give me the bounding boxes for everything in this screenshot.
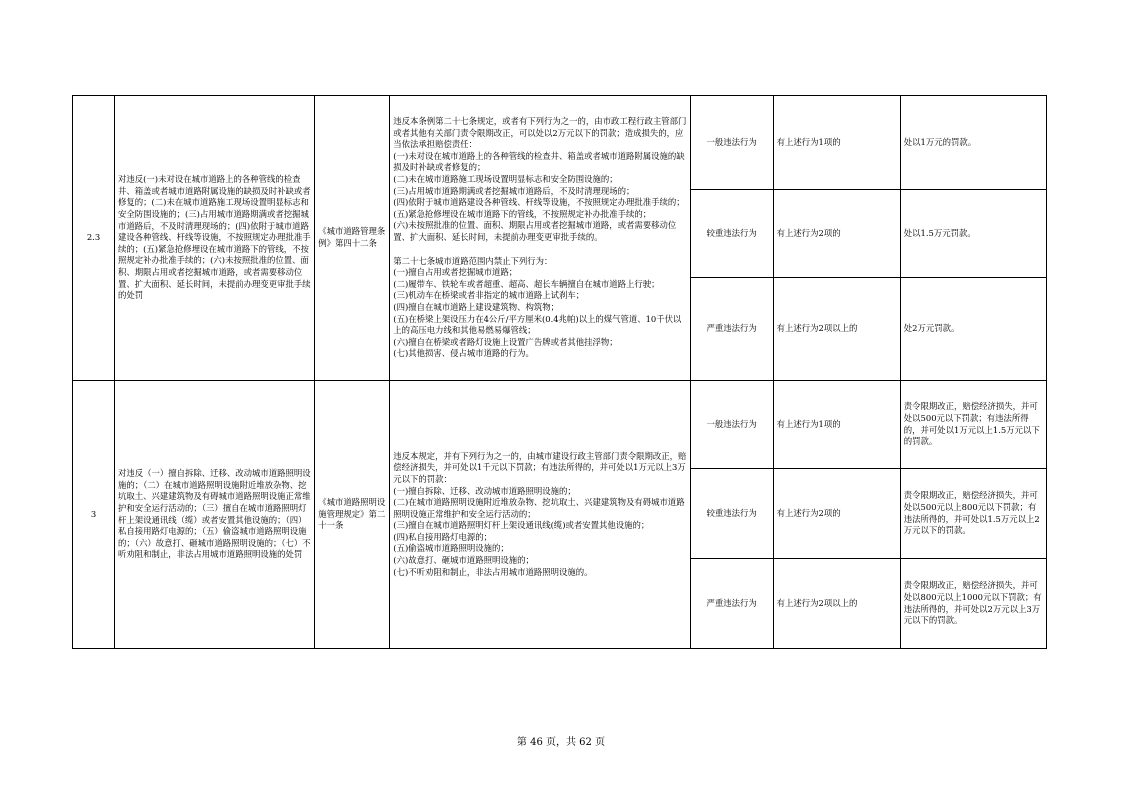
violation-level: 较重违法行为 — [690, 190, 773, 278]
violation-level: 严重违法行为 — [690, 278, 773, 381]
violation-condition: 有上述行为2项的 — [773, 469, 900, 559]
provision-paragraph: 违反本条例第二十七条规定，或者有下列行为之一的，由市政工程行政主管部门或者其他有关部门责令限期改正，可以处以2万元以下的罚款；造成损失的，应当依法承担赔偿责任： (一)未对设在城市道路上的各种管线的检查井、箱盖或者城市道路附属设施的缺损及时补缺或者修复的； (二)未在城市道路施工现场设置明显标志和安全防围设施的； (三)占用城市道路期满或者挖掘城市道路后，不及时清理现场的； (四)依附于城市道路建设各种管线、杆线等设施，不按照规定办理批准手续的； (五)紧急抢修埋设在城市道路下的管线，不按照规定补办批准手续的； (六)未按照批准的位置、面积、期限占用或者挖掘城市道路，或者需要移动位置、扩大面积、延长时间，未提前办理变更审批手续的。 — [393, 116, 687, 242]
penalty-standard: 责令限期改正，赔偿经济损失，并可处以500元以下罚款；有违法所得的，并可处以1万元以上1.5万元以下的罚款。 — [900, 381, 1046, 469]
item-number: 3 — [73, 381, 115, 649]
penalty-standard: 处以1万元的罚款。 — [900, 96, 1046, 190]
legal-provision-text — [390, 96, 690, 381]
violation-level: 一般违法行为 — [690, 96, 773, 190]
violation-condition: 有上述行为1项的 — [773, 381, 900, 469]
violation-condition: 有上述行为1项的 — [773, 96, 900, 190]
legal-basis: 《城市道路照明设施管理规定》第二十一条 — [315, 381, 390, 649]
violation-level: 一般违法行为 — [690, 381, 773, 469]
table-row — [73, 381, 1047, 469]
violation-condition: 有上述行为2项的 — [773, 190, 900, 278]
violation-description: 对违反(一)未对设在城市道路上的各种管线的检查井、箱盖或者城市道路附属设施的缺损及时补缺或者修复的；(二)未在城市道路施工现场设置明显标志和安全防围设施的；(三)占用城市道路期满或者挖掘城市道路后，不及时清理现场的；(四)依附于城市道路建设各种管线、杆线等设施，不按照规定办理批准手续的；(五)紧急抢修埋设在城市道路下的管线，不按照规定补办批准手续的；(六)未按照批准的位置、面积、期限占用或者挖掘城市道路，或者需要移动位置、扩大面积、延长时间，未提前办理变更审批手续的处罚 — [115, 96, 315, 381]
penalty-standard: 处2万元罚款。 — [900, 278, 1046, 381]
table-row — [73, 96, 1047, 190]
provision-paragraph: 第二十七条城市道路范围内禁止下列行为： (一)擅自占用或者挖掘城市道路； (二)履带车、铁轮车或者超重、超高、超长车辆擅自在城市道路上行驶； (三)机动车在桥梁或者非指定的城市道路上试刹车； (四)擅自在城市道路上建设建筑物、构筑物； (五)在桥梁上架设压力在4公斤/平方厘米(0.4兆帕)以上的煤气管道、10千伏以上的高压电力线和其他易燃易爆管线； (六)擅自在桥梁或者路灯设施上设置广告牌或者其他挂浮物； (七)其他损害、侵占城市道路的行为。 — [393, 255, 682, 359]
violation-description: 对违反（一）擅自拆除、迁移、改动城市道路照明设施的；（二）在城市道路照明设施附近堆放杂物、挖坑取土、兴建建筑物及有碍城市道路照明设施正常维护和安全运行活动的；（三）擅自在城市道路照明灯杆上架设通讯线（缆）或者安置其他设施的；（四）私自接用路灯电源的；（五）偷盗城市道路照明设施的；（六）故意打、砸城市道路照明设施的；（七）不听劝阻和制止，非法占用城市道路照明设施的处罚 — [115, 381, 315, 649]
provision-paragraph: 违反本规定，并有下列行为之一的，由城市建设行政主管部门责令限期改正，赔偿经济损失，并可处以1千元以下罚款；有违法所得的，并可处以1万元以上3万元以下的罚款： (一)擅自拆除、迁移、改动城市道路照明设施的； (二)在城市道路照明设施附近堆放杂物、挖坑取土、兴建建筑物及有碍城市道路照明设施正常维护和安全运行活动的； (三)擅自在城市道路照明灯杆上架设通讯线(缆)或者安置其他设施的； (四)私自接用路灯电源的； (五)偷盗城市道路照明设施的； (六)故意打、砸城市道路照明设施的； (七)不听劝阻和制止，非法占用城市道路照明设施的。 — [393, 450, 687, 577]
violation-condition: 有上述行为2项以上的 — [773, 559, 900, 649]
penalty-standard: 责令限期改正，赔偿经济损失，并可处以500元以上800元以下罚款；有违法所得的，并可处以1.5万元以上2万元以下的罚款。 — [900, 469, 1046, 559]
item-number: 2.3 — [73, 96, 115, 381]
penalty-standard: 责令限期改正，赔偿经济损失，并可处以800元以上1000元以下罚款；有违法所得的，并可处以2万元以上3万元以下的罚款。 — [900, 559, 1046, 649]
legal-provision-text — [390, 381, 690, 649]
page-footer: 第 46 页，共 62 页 — [516, 737, 606, 748]
penalty-standard: 处以1.5万元罚款。 — [900, 190, 1046, 278]
legal-basis: 《城市道路管理条例》第四十二条 — [315, 96, 390, 381]
penalty-standards-table — [72, 95, 1047, 649]
violation-condition: 有上述行为2项以上的 — [773, 278, 900, 381]
violation-level: 严重违法行为 — [690, 559, 773, 649]
violation-level: 较重违法行为 — [690, 469, 773, 559]
